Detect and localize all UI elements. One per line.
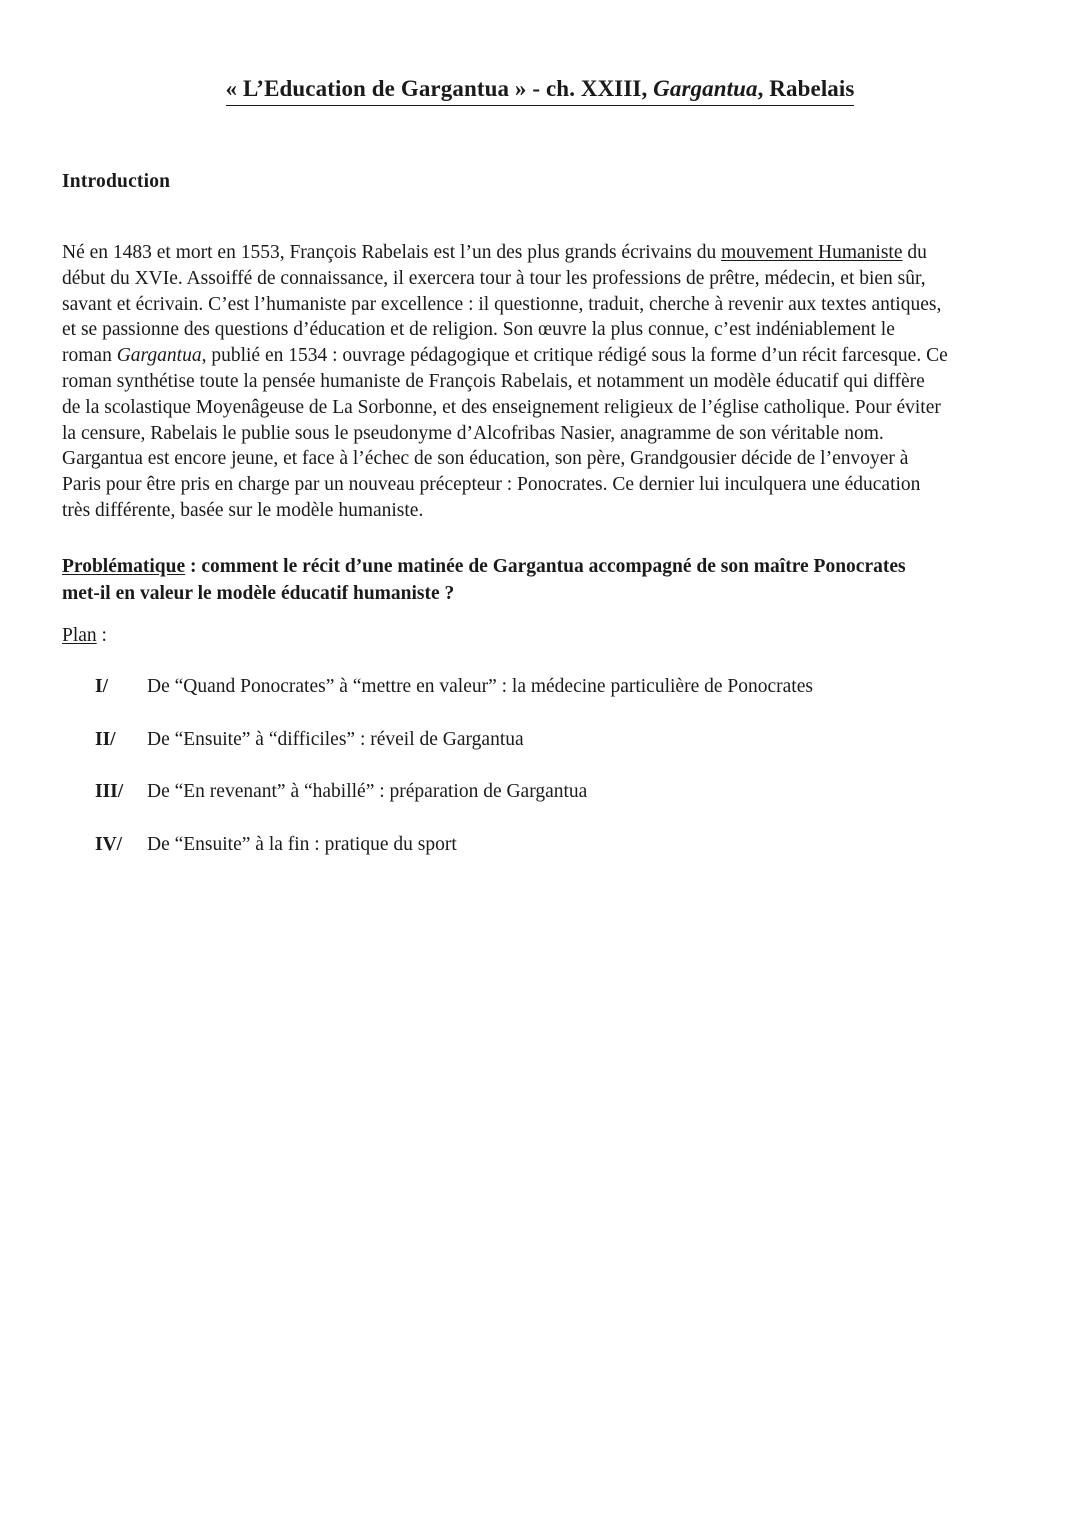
plan-item — [95, 729, 995, 782]
plan-list — [95, 676, 995, 886]
text-run: Gargantua est encore jeune, et face à l’échec de son éducation, son père, Grandgousier décide de l’envoyer à — [62, 448, 909, 470]
section-heading-introduction: Introduction — [62, 171, 171, 193]
introduction-line — [62, 369, 1022, 395]
plan-label-text: Plan — [62, 625, 97, 646]
emphasis-italic-title: Gargantua — [116, 345, 202, 367]
introduction-line — [62, 343, 1022, 369]
text-run: roman — [62, 345, 117, 367]
plan-item-numeral: II/ — [95, 728, 116, 750]
text-run: Né en 1483 et mort en 1553, François Rabelais est l’un des plus grands écrivains du — [62, 242, 722, 263]
text-run: de la scolastique Moyenâgeuse de La Sorbonne, et des enseignement religieux de l’église catholique. Pour éviter — [62, 396, 941, 418]
plan-item-label: De “En revenant” à “habillé” : préparation de Gargantua — [147, 781, 588, 802]
text-run: , publié en 1534 : ouvrage pédagogique et critique rédigé sous la forme d’un récit farcesque. Ce — [201, 345, 948, 367]
text-run: très différente, basée sur le modèle humaniste. — [62, 499, 424, 521]
plan-item-numeral: IV/ — [95, 833, 123, 855]
plan-item-numeral: III/ — [95, 781, 124, 802]
introduction-line — [62, 421, 1022, 447]
plan-label — [62, 625, 107, 647]
page-title — [0, 75, 1080, 106]
page-title-suffix: , Rabelais — [757, 76, 855, 102]
page-title-prefix: « L’Education de Gargantua » - ch. XXIII, — [225, 76, 654, 102]
introduction-line — [62, 317, 1022, 343]
introduction-line — [62, 266, 1022, 292]
problematique-line-1 — [62, 553, 1022, 580]
text-run: savant et écrivain. C’est l’humaniste par excellence : il questionne, traduit, cherche à revenir aux textes antiques, — [62, 293, 942, 315]
text-run: roman synthétise toute la pensée humaniste de François Rabelais, et notamment un modèle éducatif qui diffère — [62, 370, 925, 392]
introduction-line — [62, 498, 1022, 524]
text-run: du — [902, 242, 927, 263]
page-title-italic-work: Gargantua — [653, 76, 758, 102]
problematique-line-2: met-il en valeur le modèle éducatif humaniste ? — [62, 583, 455, 604]
text-run: la censure, Rabelais le publie sous le pseudonyme d’Alcofribas Nasier, anagramme de son véritable nom. — [62, 422, 884, 444]
introduction-line — [62, 292, 1022, 318]
introduction-line — [62, 446, 1022, 472]
plan-item — [95, 781, 995, 834]
plan-item — [95, 834, 995, 887]
plan-item-label: De “Quand Ponocrates” à “mettre en valeur” : la médecine particulière de Ponocrates — [147, 676, 813, 697]
plan-item-label: De “Ensuite” à “difficiles” : réveil de Gargantua — [147, 728, 524, 750]
plan-item-label: De “Ensuite” à la fin : pratique du sport — [147, 833, 457, 855]
introduction-line — [62, 472, 1022, 498]
page-title-underlined-text — [226, 75, 855, 106]
text-run: début du XVIe. Assoiffé de connaissance, il exercera tour à tour les professions de prêtre, médecin, et bien sûr, — [62, 267, 926, 289]
text-run: Paris pour être pris en charge par un nouveau précepteur : Ponocrates. Ce dernier lui inculquera une éducation — [62, 474, 921, 496]
introduction-line — [62, 395, 1022, 421]
problematique-label: Problématique — [62, 556, 186, 577]
plan-item — [95, 676, 995, 729]
introduction-paragraph — [62, 240, 1022, 524]
plan-label-colon: : — [96, 625, 107, 646]
plan-item-numeral: I/ — [95, 676, 109, 697]
text-run: et se passionne des questions d’éducation et de religion. Son œuvre la plus connue, c’est indéniablement le — [62, 319, 895, 341]
emphasis-underlined-text: mouvement Humaniste — [721, 242, 903, 263]
introduction-line — [62, 240, 1022, 266]
problematique-block — [62, 553, 1022, 607]
problematique-question-part-1: : comment le récit d’une matinée de Gargantua accompagné de son maître Ponocrates — [185, 556, 906, 577]
